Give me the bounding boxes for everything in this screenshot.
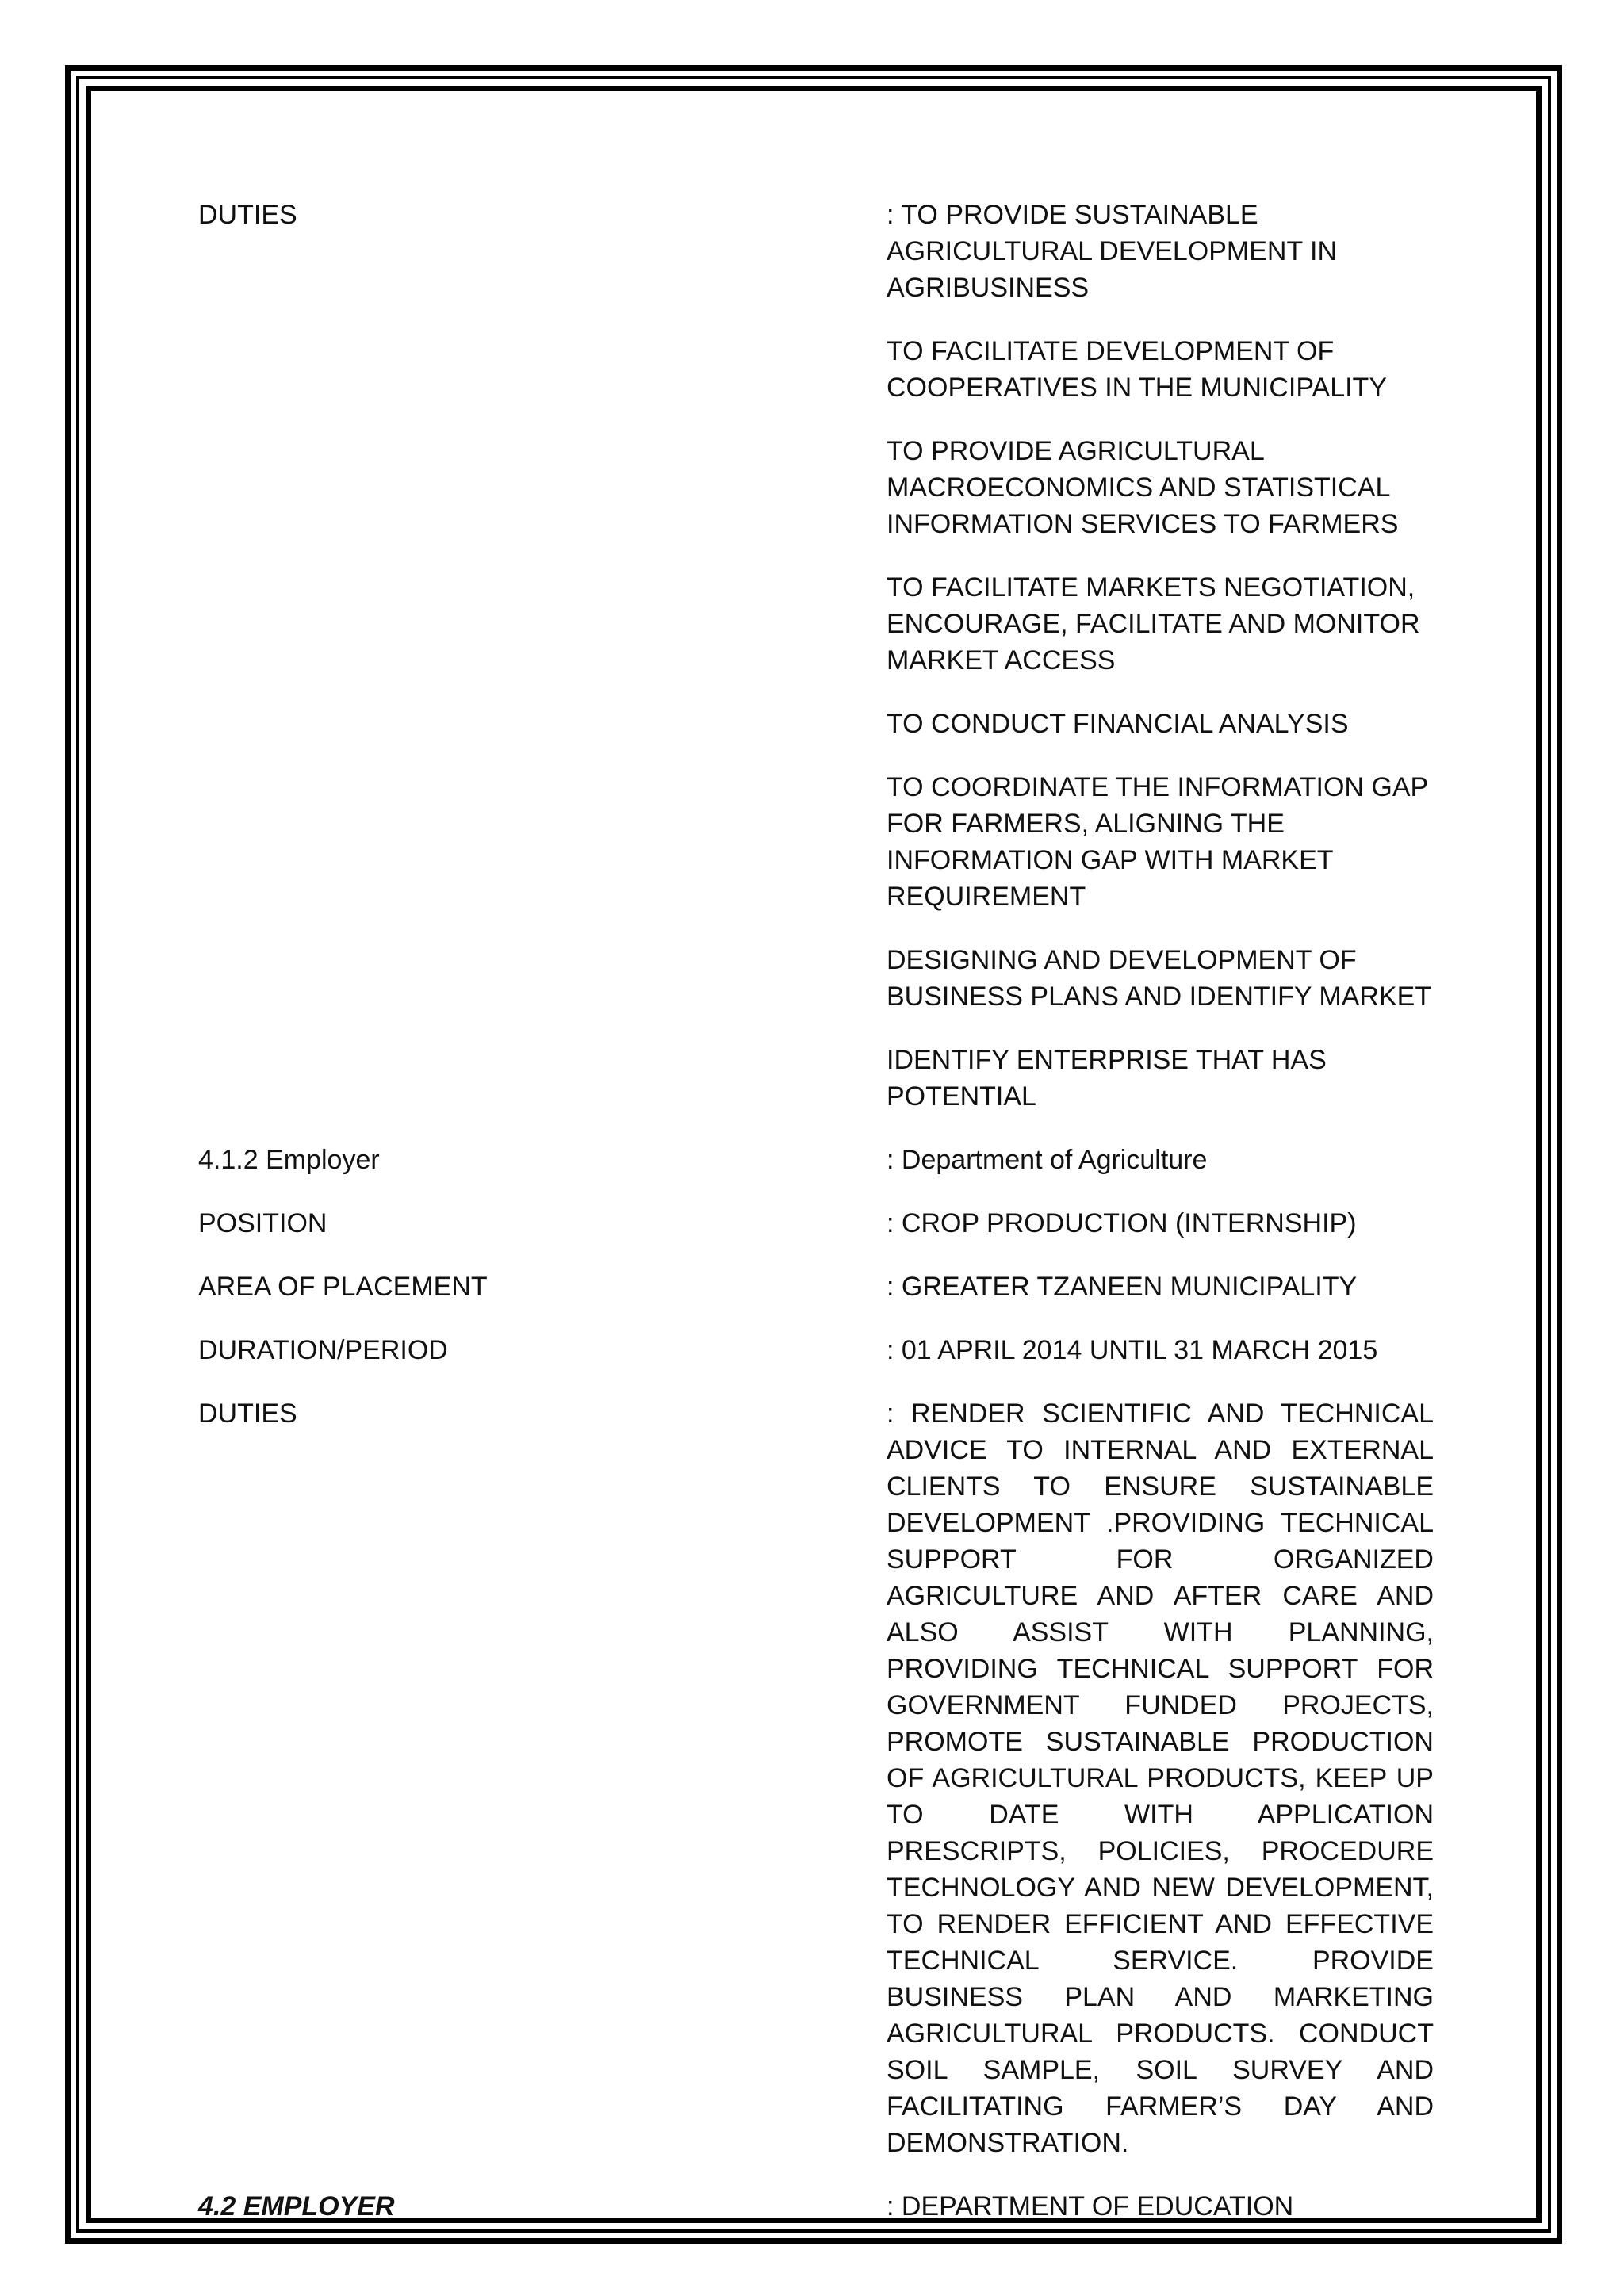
duration-label: DURATION/PERIOD — [198, 1335, 448, 1365]
duties-description: : RENDER SCIENTIFIC AND TECHNICAL ADVICE TO INTERNAL AND EXTERNAL CLIENTS TO ENSURE SUSTAINABLE DEVELOPMENT .PROVIDING TECHNICAL SUPPORT FOR ORGANIZED AGRICULTURE AND AFTER CARE AND ALSO ASSIST WITH PLANNING, PROVIDING TECHNICAL SUPPORT FOR GOVERNMENT FUNDED PROJECTS, PROMOTE SUSTAINABLE PRODUCTION OF AGRICULTURAL PRODUCTS, KEEP UP TO DATE WITH APPLICATION PRESCRIPTS, POLICIES, PROCEDURE TECHNOLOGY AND NEW DEVELOPMENT, TO RENDER EFFICIENT AND EFFECTIVE TECHNICAL SERVICE. PROVIDE BUSINESS PLAN AND MARKETING AGRICULTURAL PRODUCTS. CONDUCT SOIL SAMPLE, SOIL SURVEY AND FACILITATING FARMER’S DAY AND DEMONSTRATION. — [887, 1399, 1434, 2158]
duration-value: : 01 APRIL 2014 UNTIL 31 MARCH 2015 — [887, 1335, 1378, 1365]
position-value: : CROP PRODUCTION (INTERNSHIP) — [887, 1208, 1357, 1238]
employer-value: : Department of Agriculture — [887, 1145, 1208, 1175]
employer-label: 4.1.2 Employer — [198, 1145, 380, 1175]
duty-item: : TO PROVIDE SUSTAINABLE AGRICULTURAL DEVELOPMENT IN AGRIBUSINESS — [887, 200, 1338, 303]
duty-item: TO FACILITATE DEVELOPMENT OF COOPERATIVES IN THE MUNICIPALITY — [887, 336, 1387, 403]
duty-item: TO CONDUCT FINANCIAL ANALYSIS — [887, 709, 1349, 739]
duties-label: DUTIES — [198, 1399, 297, 1429]
employer2-value: : DEPARTMENT OF EDUCATION — [887, 2191, 1294, 2221]
duties-row-1 — [198, 197, 1435, 1115]
employer-row — [198, 1142, 1435, 1178]
document-body — [198, 197, 1435, 2252]
duty-item: TO COORDINATE THE INFORMATION GAP FOR FARMERS, ALIGNING THE INFORMATION GAP WITH MARKET REQUIREMENT — [887, 772, 1428, 912]
duty-item: TO PROVIDE AGRICULTURAL MACROECONOMICS AND STATISTICAL INFORMATION SERVICES TO FARMERS — [887, 436, 1399, 539]
duty-item: IDENTIFY ENTERPRISE THAT HAS POTENTIAL — [887, 1045, 1327, 1112]
placement-row — [198, 1269, 1435, 1305]
duties-list — [887, 197, 1434, 1115]
position-label: POSITION — [198, 1208, 327, 1238]
position-row — [198, 1205, 1435, 1242]
duties-label: DUTIES — [198, 200, 297, 230]
duty-item: DESIGNING AND DEVELOPMENT OF BUSINESS PLANS AND IDENTIFY MARKET — [887, 945, 1432, 1012]
employer2-label: 4.2 EMPLOYER — [198, 2191, 395, 2221]
duties-row-2 — [198, 1395, 1435, 2161]
duty-item: TO FACILITATE MARKETS NEGOTIATION, ENCOURAGE, FACILITATE AND MONITOR MARKET ACCESS — [887, 572, 1420, 675]
placement-label: AREA OF PLACEMENT — [198, 1272, 488, 1302]
employer2-row — [198, 2188, 1435, 2225]
placement-value: : GREATER TZANEEN MUNICIPALITY — [887, 1272, 1358, 1302]
duration-row — [198, 1332, 1435, 1368]
